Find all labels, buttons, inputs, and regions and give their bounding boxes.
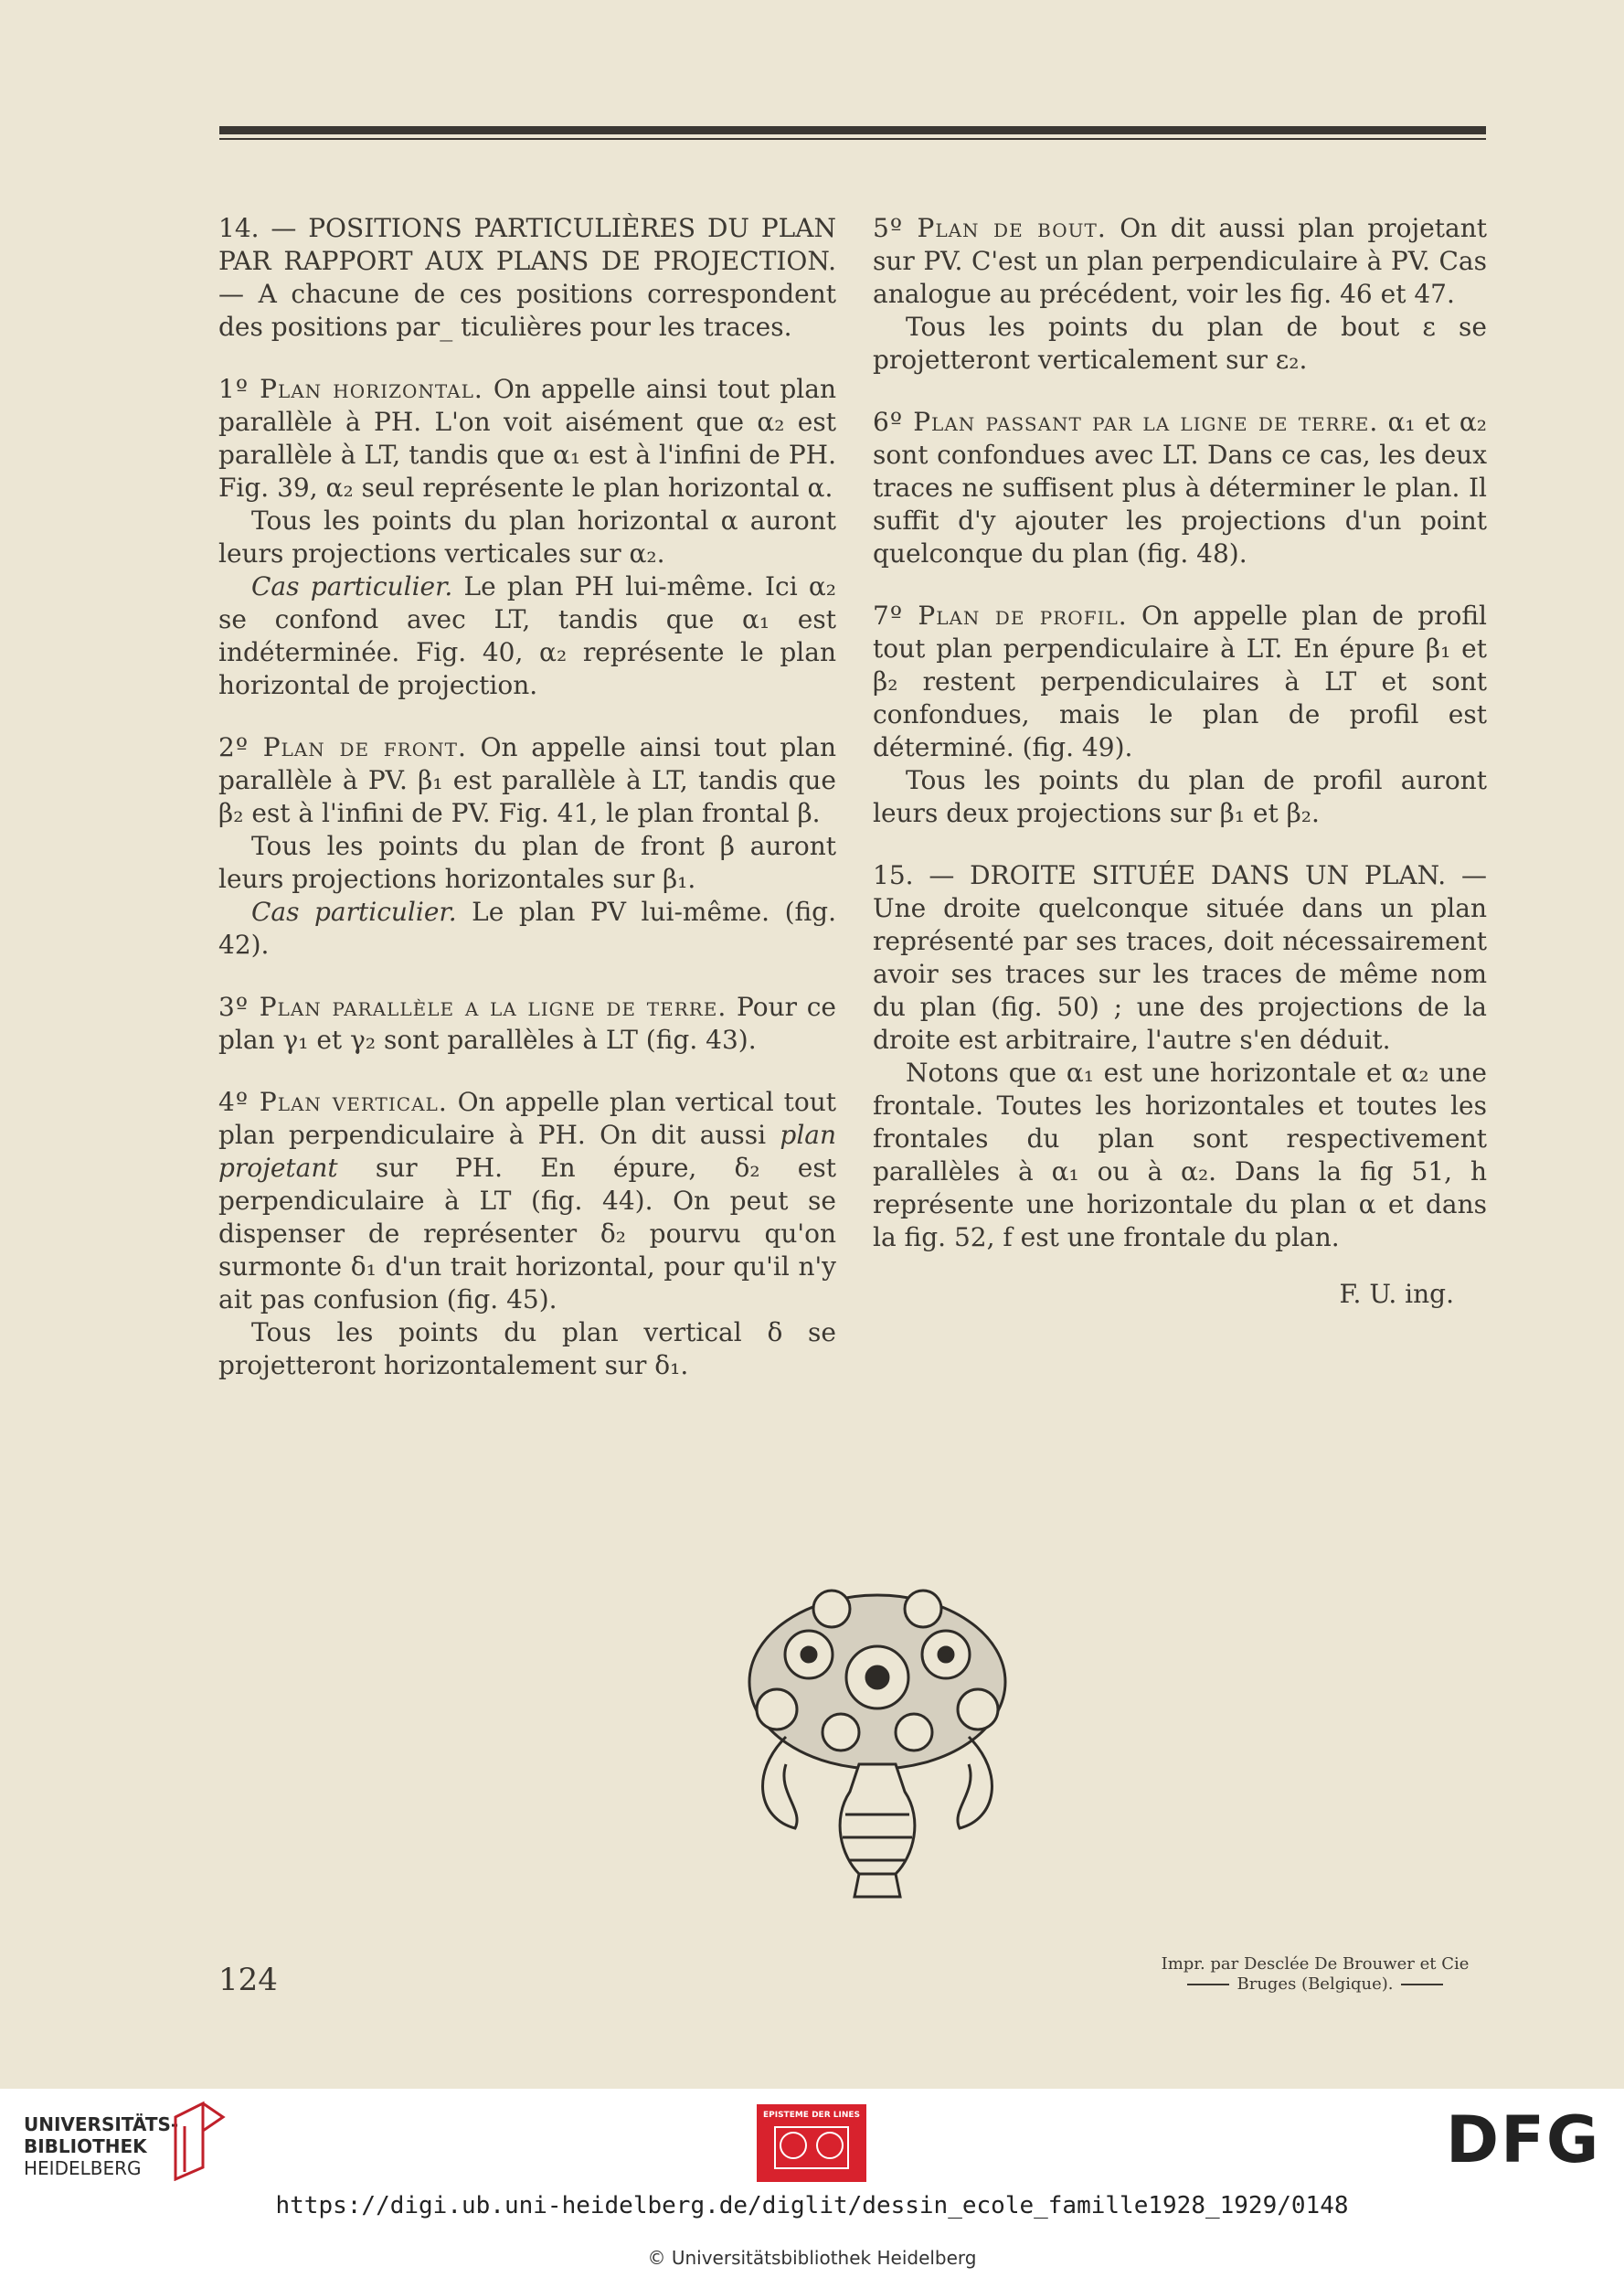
plan-horizontal-heading: 1º Plan horizontal. <box>218 374 483 404</box>
plan-de-bout-points: Tous les points du plan de bout ε se projetteront verticalement sur ε₂. <box>873 312 1487 375</box>
episteme-logo-text: EPISTEME DER LINES <box>762 2111 861 2120</box>
plan-de-bout-heading: 5º Plan de bout. <box>873 213 1107 243</box>
plan-de-profil-heading: 7º Plan de profil. <box>873 601 1128 631</box>
plan-horizontal-points: Tous les points du plan horizontal α auront leurs projections verticales sur α₂. <box>218 505 836 569</box>
page-number: 124 <box>218 1962 278 1998</box>
plan-de-bout-paragraph <box>873 212 1487 311</box>
plan-de-front-paragraph <box>218 731 836 830</box>
permalink-url[interactable]: https://digi.ub.uni-heidelberg.de/diglit/dessin_ecole_famille1928_1929/0148 <box>275 2192 1349 2219</box>
plan-de-front-points: Tous les points du plan de front β auront leurs projections horizontales sur β₁. <box>218 831 836 894</box>
imprint-line-1: Impr. par Desclée De Brouwer et Cie <box>1161 1954 1470 1974</box>
plan-de-bout-body: On dit aussi plan projetant sur PV. C'est un plan perpendiculaire à PV. Cas analogue au précédent, voir les fig. 46 et 47. <box>873 213 1487 309</box>
plan-de-front-heading: 2º Plan de front. <box>218 732 467 762</box>
left-column <box>218 212 836 1382</box>
flower-vase-ornament <box>722 1581 1033 1910</box>
cas-particulier-ph <box>218 570 836 702</box>
library-line-3: HEIDELBERG <box>24 2157 142 2179</box>
imprint-dash-left <box>1187 1984 1229 1985</box>
library-logo-icon <box>166 2099 230 2181</box>
episteme-logo[interactable] <box>757 2104 866 2182</box>
plan-horizontal-paragraph <box>218 373 836 505</box>
plan-de-profil-points: Tous les points du plan de profil auront leurs deux projections sur β₁ et β₂. <box>873 765 1487 828</box>
library-line-2: BIBLIOTHEK <box>24 2135 147 2157</box>
imprint-line-2: Bruges (Belgique). <box>1237 1974 1394 1994</box>
plan-projetant-italic: plan projetant <box>218 1120 836 1183</box>
plan-de-profil-paragraph <box>873 600 1487 764</box>
plan-vertical-body-a: On appelle plan vertical tout plan perpendiculaire à PH. On dit aussi <box>218 1087 836 1150</box>
plan-parallele-heading: 3º Plan parallèle a la ligne de terre. <box>218 992 727 1022</box>
cas-particulier-ph-body: Le plan PH lui-même. Ici α₂ se confond avec LT, tandis que α₁ est indéterminée. Fig. 40, α₂ représente le plan horizontal de projection. <box>218 571 836 700</box>
plan-passant-paragraph <box>873 406 1487 570</box>
header-rule-thick <box>219 126 1486 134</box>
section-14-text: 14. — POSITIONS PARTICULIÈRES DU PLAN PAR RAPPORT AUX PLANS DE PROJECTION. — A chacune de ces positions correspondent des positions par_ ticulières pour les traces. <box>218 213 836 342</box>
cas-particulier-pv-body: Le plan PV lui-même. (fig. 42). <box>218 897 837 960</box>
plan-passant-body: α₁ et α₂ sont confondues avec LT. Dans ce cas, les deux traces ne suffisent plus à déterminer le plan. Il suffit d'y ajouter les projections d'un point quelconque du plan (fig. 48). <box>873 407 1488 569</box>
plan-vertical-body-b: sur PH. En épure, δ₂ est perpendiculaire à LT (fig. 44). On peut se dispenser de représenter δ₂ pourvu qu'on surmonte δ₁ d'un trait horizontal, pour qu'il n'y ait pas confusion (fig. 45). <box>218 1153 836 1314</box>
library-line-1: UNIVERSITÄTS- <box>24 2113 179 2135</box>
notons-paragraph: Notons que α₁ est une horizontale et α₂ une frontale. Toutes les horizontales et toutes les frontales du plan sont respectivement parallèles à α₁ ou à α₂. Dans la fig 51, h représente une horizontale du plan α et dans la fig. 52, f est une frontale du plan. <box>873 1058 1487 1252</box>
plan-passant-heading: 6º Plan passant par la ligne de terre. <box>873 407 1379 437</box>
cas-particulier-label: Cas particulier. <box>251 897 457 927</box>
episteme-logo-icon <box>757 2104 866 2182</box>
plan-vertical-heading: 4º Plan vertical. <box>218 1087 448 1117</box>
plan-de-front-body: On appelle ainsi tout plan parallèle à PV. β₁ est parallèle à LT, tandis que β₂ est à l'infini de PV. Fig. 41, le plan frontal β. <box>218 732 836 828</box>
cas-particulier-pv <box>218 896 836 962</box>
cas-particulier-label: Cas particulier. <box>251 571 453 601</box>
imprint-line-2-row <box>1142 1974 1488 1995</box>
section-15-paragraph: 15. — DROITE SITUÉE DANS UN PLAN. — Une droite quelconque située dans un plan représenté par ses traces, doit nécessairement avoir ses traces sur les traces de même nom du plan (fig. 50) ; une des projections de la droite est arbitraire, l'autre s'en déduit. <box>873 860 1487 1055</box>
dfg-logo[interactable]: DFG <box>1446 2102 1601 2177</box>
plan-de-profil-body: On appelle plan de profil tout plan perpendiculaire à LT. En épure β₁ et β₂ restent perpendiculaires à LT et sont confondues, mais le plan de profil est déterminé. (fig. 49). <box>873 601 1487 762</box>
printer-imprint <box>1142 1954 1488 1995</box>
plan-horizontal-body: On appelle ainsi tout plan parallèle à PH. L'on voit aisément que α₂ est parallèle à LT, tandis que α₁ est à l'infini de PH. Fig. 39, α₂ seul représente le plan horizontal α. <box>218 374 836 503</box>
plan-vertical-paragraph <box>218 1086 836 1316</box>
imprint-dash-right <box>1401 1984 1443 1985</box>
plan-vertical-points: Tous les points du plan vertical δ se projetteront horizontalement sur δ₁. <box>218 1317 836 1380</box>
right-column <box>873 212 1487 1311</box>
author-signature: F. U. ing. <box>1339 1279 1454 1309</box>
header-rule-thin <box>219 138 1486 140</box>
section-14-paragraph <box>218 212 836 344</box>
plan-parallele-body: Pour ce plan γ₁ et γ₂ sont parallèles à LT (fig. 43). <box>218 992 836 1055</box>
plan-parallele-paragraph <box>218 991 836 1057</box>
copyright-notice: © Universitätsbibliothek Heidelberg <box>647 2247 977 2269</box>
library-logo-text[interactable] <box>24 2113 178 2179</box>
